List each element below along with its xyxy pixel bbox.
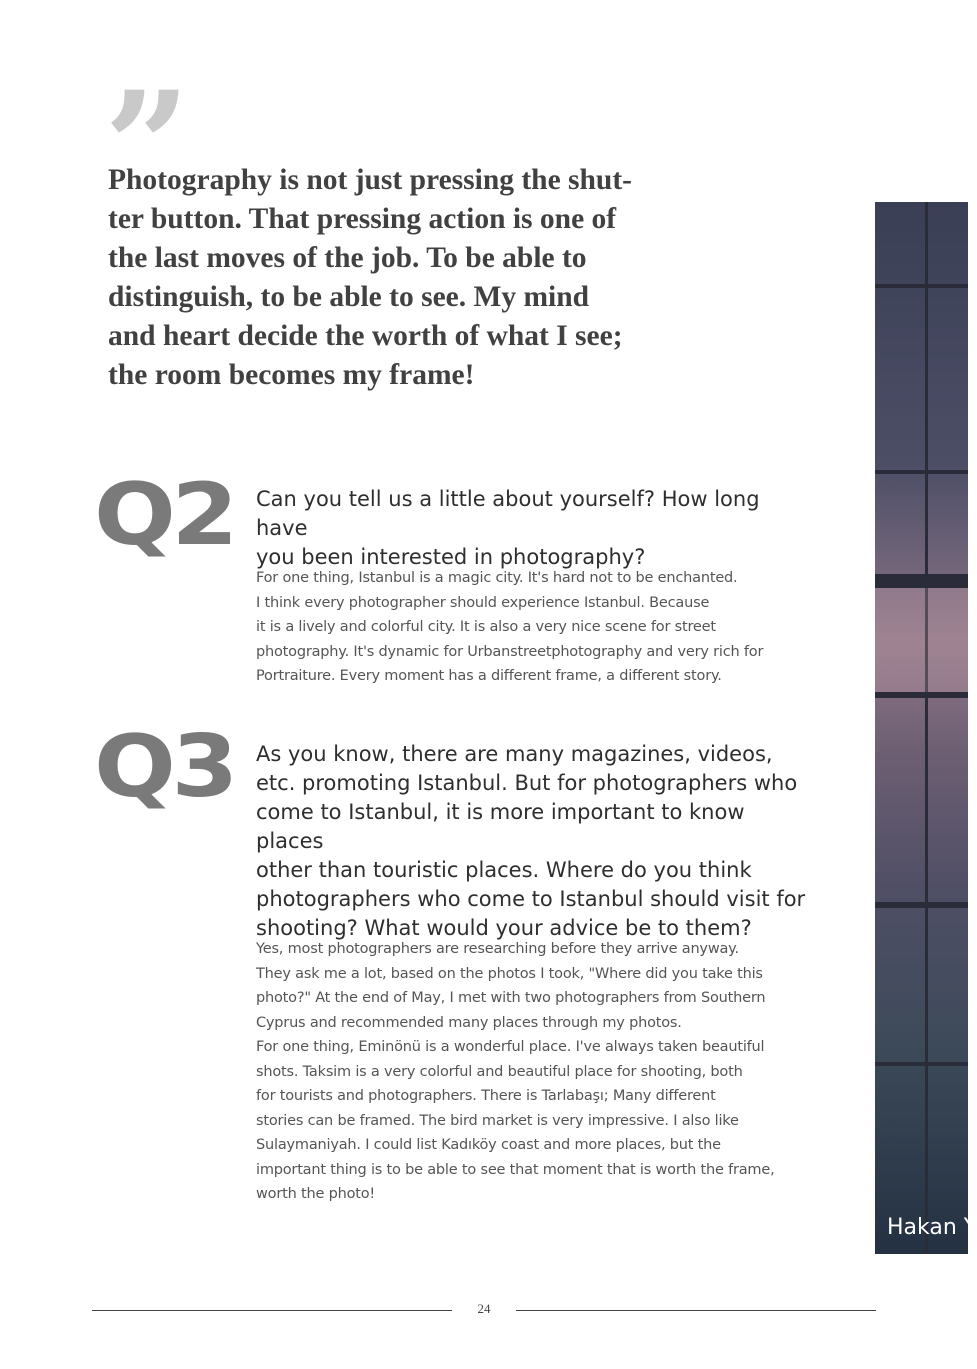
window-frame-horizontal (875, 284, 968, 288)
window-frame-horizontal (875, 574, 968, 588)
q2-question: Can you tell us a little about yourself? How long have you been interested in photography? (256, 487, 760, 569)
q2-answer: For one thing, Istanbul is a magic city. It's hard not to be enchanted. I think every photographer should experience Istanbul. Because it is a lively and colorful city. It is also a very nice scene for street photography. It's dynamic for Urbanstreetphotography and very rich for Portraiture. Every moment has a different frame, a different story. (256, 570, 764, 684)
q3-answer: Yes, most photographers are researching before they arrive anyway. They ask me a lot, based on the photos I took, "Where did you take this photo?" At the end of May, I met with two photographers from Southern Cyprus and recommended many places through my photos. For one thing, Eminönü is a wonderful place. I've always taken beautiful shots. Taksim is a very colorful and beautiful place for shooting, both for tourists and photographers. There is Tarlabaşı; Many different stories can be framed. The bird market is very impressive. I also like Sulaymaniyah. I could list Kadıköy coast and more places, but the important thing is to be able to see that moment that is worth the frame, worth the photo! (256, 941, 775, 1202)
page-number: 24 (477, 1301, 491, 1316)
building-photo (875, 202, 977, 1254)
window-frame-vertical (925, 202, 928, 1254)
window-pane-highlight (875, 588, 968, 692)
window-frame-horizontal (875, 902, 968, 908)
pull-quote: Photography is not just pressing the shut- ter button. That pressing action is one of the last moves of the job. To be able to distinguish, to be able to see. My mind and heart decide the worth of what I see; the room becomes my frame! (108, 164, 632, 391)
window-frame-horizontal (875, 470, 968, 474)
photo-caption: Hakan Y (887, 1215, 977, 1240)
window-frame-horizontal (875, 692, 968, 698)
footer-rule-left (92, 1310, 452, 1311)
footer-rule-right (516, 1310, 876, 1311)
q2-label: Q2 (94, 465, 234, 565)
quote-mark-icon: ” (104, 59, 191, 235)
window-frame-horizontal (875, 1062, 968, 1066)
q3-label: Q3 (94, 717, 234, 817)
q3-question: As you know, there are many magazines, videos, etc. promoting Istanbul. But for photographers who come to Istanbul, it is more important to know places other than touristic places. Where do you think photographers who come to Istanbul should visit for shooting? What would your advice be to them? (256, 742, 806, 940)
